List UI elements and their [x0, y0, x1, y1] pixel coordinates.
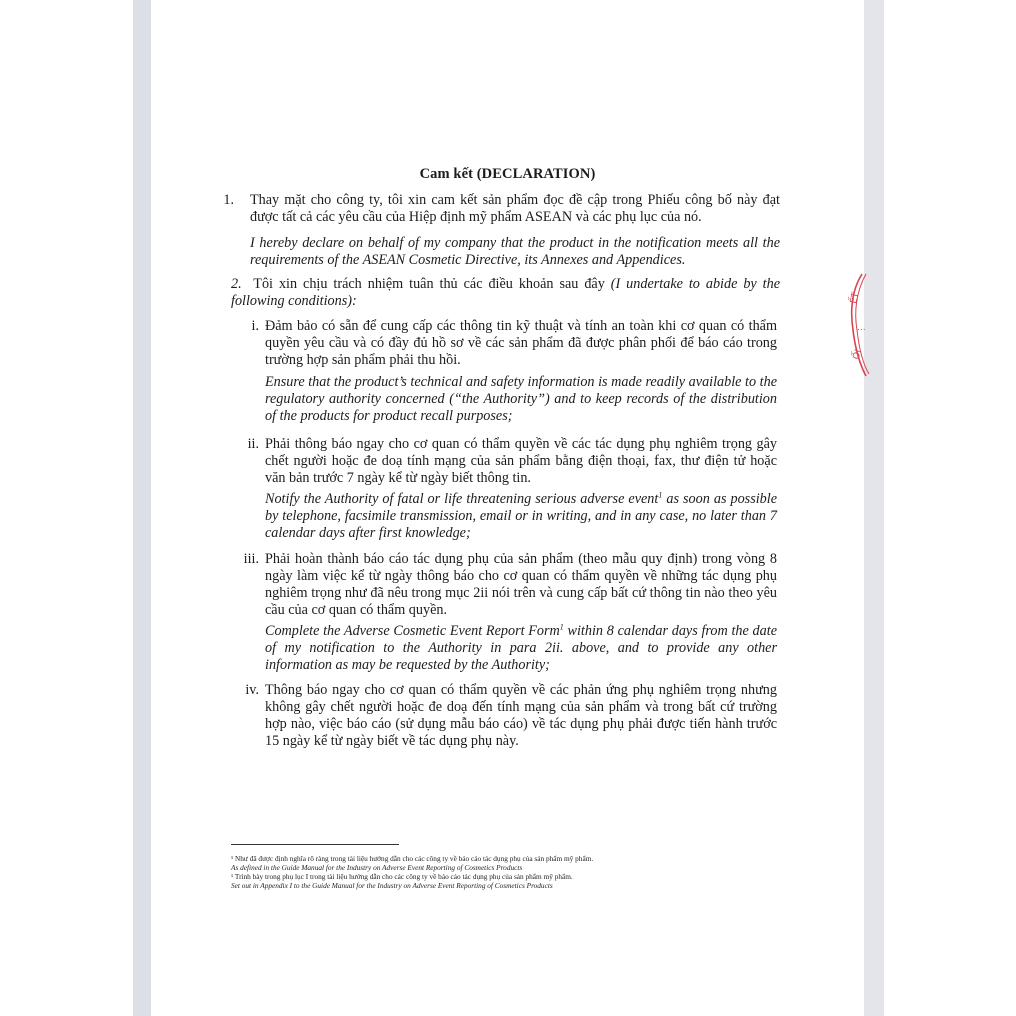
item-1-english: I hereby declare on behalf of my company that the product in the notification meets all the requirements of the ASEAN Cosmetic Directive, its Annexes and Appendices. — [250, 235, 780, 268]
sub-i-english: Ensure that the product’s technical and safety information is made readily available to the regulatory authority concerned (“the Authority”) and to keep records of the distribution of the products for product recall purposes; — [265, 374, 777, 424]
sub-i-number: i. — [251, 318, 259, 334]
footnote-1-english: As defined in the Guide Manual for the Industry on Adverse Event Reporting of Cosmetics Products — [231, 863, 523, 872]
svg-text:...: ... — [857, 323, 866, 333]
item-2-text — [231, 276, 780, 310]
sub-iv-number: iv. — [245, 682, 259, 698]
item-2-english: (I undertake to abide by the following conditions): — [231, 276, 781, 309]
item-1-vietnamese: Thay mặt cho công ty, tôi xin cam kết sản phẩm đọc đề cập trong Phiếu công bố này đạt được tất cả các yêu cầu của Hiệp định mỹ phẩm ASEAN và các phụ lục của nó. — [250, 192, 780, 225]
footnote-ref-2: 1 — [559, 622, 564, 632]
item-1-number: 1. — [223, 192, 234, 208]
item-2-vietnamese: Tôi xin chịu trách nhiệm tuân thủ các điều khoản sau đây — [253, 276, 605, 292]
sub-ii-english — [265, 491, 777, 542]
sub-ii-number: ii. — [247, 436, 259, 452]
document-page — [151, 6, 864, 1014]
item-2-number: 2. — [231, 276, 242, 292]
footnote-separator — [231, 844, 399, 845]
sub-i-vietnamese: Đảm bảo có sẵn để cung cấp các thông tin kỹ thuật và tính an toàn khi cơ quan có thẩm quyền yêu cầu và có đầy đủ hồ sơ về các sản phẩm đã được phân phối để báo cáo trong trường hợp sản phẩm phải thu hồi. — [265, 318, 777, 368]
red-stamp-icon — [848, 270, 870, 380]
footnote-ref-1: 1 — [658, 490, 663, 500]
page-title: Cam kết (DECLARATION) — [419, 166, 596, 182]
sub-iv-vietnamese: Thông báo ngay cho cơ quan có thẩm quyền về các phản ứng phụ nghiêm trọng nhưng không gây chết người hoặc đe doạ đến tính mạng của sản phẩm và trong bất cứ trường hợp nào, việc báo cáo (sử dụng mẫu báo cáo) về tác dụng phụ phải được tiến hành trước 15 ngày kể từ ngày biết về tác dụng phụ này. — [265, 682, 777, 749]
sub-ii-english-a: Notify the Authority of fatal or life threatening serious adverse event — [265, 491, 659, 507]
footnote-2-vietnamese: ¹ Trình bày trong phụ lục I trong tài liệu hướng dẫn cho các công ty về báo cáo tác dụng phụ của sản phẩm mỹ phẩm. — [231, 872, 573, 881]
footnote-2-english: Set out in Appendix I to the Guide Manual for the Industry on Adverse Event Reporting of Cosmetics Products — [231, 881, 553, 890]
sub-iii-english-b: within 8 calendar days from the date of my notification to the Authority in para 2ii. above, and to provide any other information as may be requested by the Authority; — [265, 623, 777, 673]
sub-iii-vietnamese: Phải hoàn thành báo cáo tác dụng phụ của sản phẩm (theo mẫu quy định) trong vòng 8 ngày làm việc kể từ ngày thông báo cho cơ quan có thẩm quyền về những tác dụng phụ nghiêm trọng như đã nêu trong mục 2ii nói trên và cung cấp bất cứ thông tin nào theo yêu cầu của cơ quan có thẩm quyền. — [265, 551, 777, 618]
sub-iii-english-a: Complete the Adverse Cosmetic Event Report Form — [265, 623, 560, 639]
sub-iii-english — [265, 623, 777, 674]
svg-text:ẾT: ẾT — [849, 291, 862, 305]
footnote-1-vietnamese: ¹ Như đã được định nghĩa rõ ràng trong tài liệu hướng dẫn cho các công ty về báo cáo tác dụng phụ của sản phẩm mỹ phẩm. — [231, 854, 594, 863]
right-background-strip — [864, 0, 884, 1016]
svg-text:ỐI: ỐI — [851, 348, 865, 362]
sub-iii-number: iii. — [243, 551, 259, 567]
left-background-strip — [133, 0, 151, 1016]
sub-ii-english-b: as soon as possible by telephone, facsimile transmission, email or in writing, and in any case, no later than 7 calendar days after first knowledge; — [265, 491, 777, 541]
sub-ii-vietnamese: Phải thông báo ngay cho cơ quan có thẩm quyền về các tác dụng phụ nghiêm trọng gây chết người hoặc đe doạ tính mạng của sản phẩm bằng điện thoại, fax, thư điện tử hoặc văn bản trước 7 ngày kể từ ngày biết thông tin. — [265, 436, 777, 486]
